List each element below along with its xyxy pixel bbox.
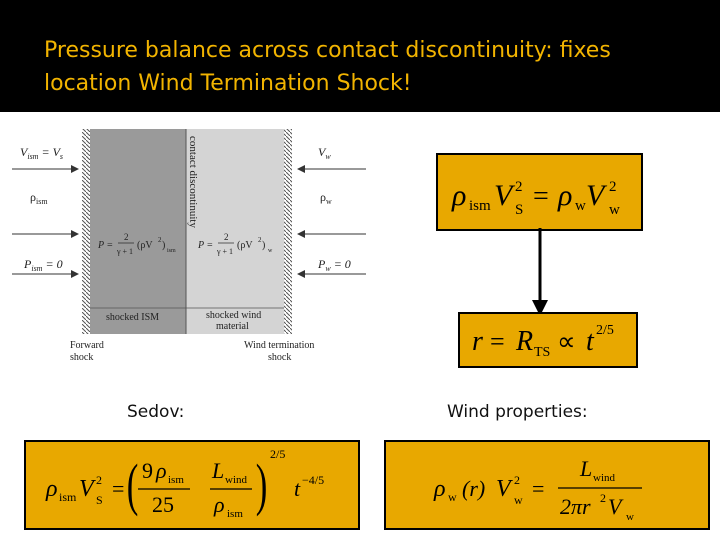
svg-text:(ρV: (ρV bbox=[237, 240, 253, 251]
svg-text:2: 2 bbox=[258, 236, 262, 244]
svg-text:R: R bbox=[516, 326, 534, 357]
sedov-equation bbox=[24, 440, 360, 530]
svg-text:w: w bbox=[448, 490, 457, 504]
right-velocity-label: $V_w$ bbox=[318, 145, 331, 161]
title-bar bbox=[0, 0, 720, 112]
slide-title: Pressure balance across contact discontinuity: fixes location Wind Termination Shock! bbox=[44, 38, 611, 96]
forward-shock-hatch bbox=[82, 129, 90, 334]
svg-text:ism: ism bbox=[168, 474, 184, 486]
svg-text:ism: ism bbox=[167, 248, 176, 254]
connector-arrow bbox=[530, 228, 550, 318]
svg-text:2πr: 2πr bbox=[560, 494, 591, 519]
svg-text:ρ: ρ bbox=[452, 179, 467, 212]
svg-text:w: w bbox=[626, 511, 634, 523]
shock-diagram bbox=[10, 124, 370, 369]
wind-shock-hatch bbox=[284, 129, 292, 334]
svg-text:2: 2 bbox=[609, 179, 617, 195]
wind-shock-label-2: shock bbox=[268, 352, 292, 363]
svg-text:2/5: 2/5 bbox=[270, 447, 286, 461]
svg-text:ism: ism bbox=[469, 198, 491, 214]
svg-text:V: V bbox=[608, 494, 622, 519]
svg-text:): ) bbox=[262, 240, 266, 251]
svg-text:t: t bbox=[294, 476, 301, 501]
svg-text:V: V bbox=[79, 476, 94, 502]
forward-shock-label-2: shock bbox=[70, 352, 94, 363]
right-pressure-label: $P_w = 0$ bbox=[318, 257, 351, 273]
svg-text:S: S bbox=[515, 202, 524, 218]
svg-text:=: = bbox=[533, 181, 549, 212]
left-density-label: $\rho_{ism}$ bbox=[30, 190, 48, 206]
svg-text:∝: ∝ bbox=[557, 327, 576, 356]
svg-text:=: = bbox=[490, 327, 505, 356]
shocked-ism-label: shocked ISM bbox=[106, 312, 160, 323]
svg-text:w: w bbox=[609, 202, 620, 218]
svg-text:γ + 1: γ + 1 bbox=[217, 247, 234, 256]
svg-text:2: 2 bbox=[514, 473, 520, 487]
svg-text:V: V bbox=[496, 476, 511, 502]
svg-text:γ + 1: γ + 1 bbox=[117, 247, 134, 256]
wind-shock-label-1: Wind termination bbox=[244, 340, 315, 351]
shocked-wind-region bbox=[186, 129, 284, 334]
svg-text:2: 2 bbox=[96, 473, 102, 487]
svg-text:t: t bbox=[586, 326, 594, 357]
left-pressure-label: $P_{ism} = 0$ bbox=[24, 257, 63, 273]
svg-text:2: 2 bbox=[224, 232, 229, 242]
svg-text:2: 2 bbox=[124, 232, 129, 242]
svg-text:S: S bbox=[96, 493, 103, 507]
svg-text:=: = bbox=[532, 476, 545, 501]
svg-text:w: w bbox=[575, 198, 586, 214]
svg-text:ism: ism bbox=[227, 508, 243, 520]
svg-text:): ) bbox=[255, 453, 268, 518]
svg-text:2: 2 bbox=[515, 179, 523, 195]
svg-text:L: L bbox=[580, 456, 593, 481]
svg-text:2: 2 bbox=[600, 491, 606, 505]
svg-text:V: V bbox=[494, 179, 513, 212]
svg-text:(: ( bbox=[126, 453, 139, 518]
pressure-balance-equation bbox=[436, 153, 643, 231]
svg-text:r: r bbox=[472, 326, 483, 357]
svg-text:w: w bbox=[514, 493, 523, 507]
svg-text:ism: ism bbox=[59, 490, 77, 504]
forward-shock-label-1: Forward bbox=[70, 340, 104, 351]
left-velocity-label: $V_{ism} = V_s$ bbox=[20, 145, 64, 161]
svg-text:wind: wind bbox=[593, 472, 615, 484]
svg-text:ρ: ρ bbox=[214, 492, 225, 517]
svg-text:V: V bbox=[586, 179, 605, 212]
svg-text:ρ: ρ bbox=[434, 476, 446, 502]
radius-equation bbox=[458, 312, 638, 368]
svg-text:ρ: ρ bbox=[156, 458, 167, 483]
svg-text:−4/5: −4/5 bbox=[302, 473, 325, 487]
wind-caption: Wind properties: bbox=[447, 402, 588, 422]
svg-text:2: 2 bbox=[158, 236, 162, 244]
wind-equation bbox=[384, 440, 710, 530]
shocked-ism-region bbox=[90, 129, 186, 334]
svg-text:P =: P = bbox=[98, 240, 114, 251]
svg-text:w: w bbox=[268, 248, 273, 254]
sedov-caption: Sedov: bbox=[127, 402, 185, 422]
shocked-wind-label-2: material bbox=[216, 321, 249, 332]
svg-text:ρ: ρ bbox=[46, 476, 58, 502]
svg-text:(r): (r) bbox=[462, 476, 486, 501]
svg-text:(ρV: (ρV bbox=[137, 240, 153, 251]
svg-text:=: = bbox=[112, 476, 125, 501]
shocked-wind-label-1: shocked wind bbox=[206, 310, 262, 321]
svg-text:P =: P = bbox=[198, 240, 214, 251]
svg-text:ρ: ρ bbox=[558, 179, 573, 212]
contact-discontinuity-label: contact discontinuity bbox=[187, 136, 199, 228]
svg-text:2/5: 2/5 bbox=[596, 323, 614, 338]
svg-text:wind: wind bbox=[225, 474, 247, 486]
svg-text:TS: TS bbox=[534, 345, 551, 360]
right-density-label: $\rho_w$ bbox=[320, 190, 332, 206]
svg-text:25: 25 bbox=[152, 492, 174, 517]
svg-text:L: L bbox=[212, 458, 225, 483]
svg-text:): ) bbox=[162, 240, 166, 251]
svg-text:9: 9 bbox=[142, 458, 153, 483]
